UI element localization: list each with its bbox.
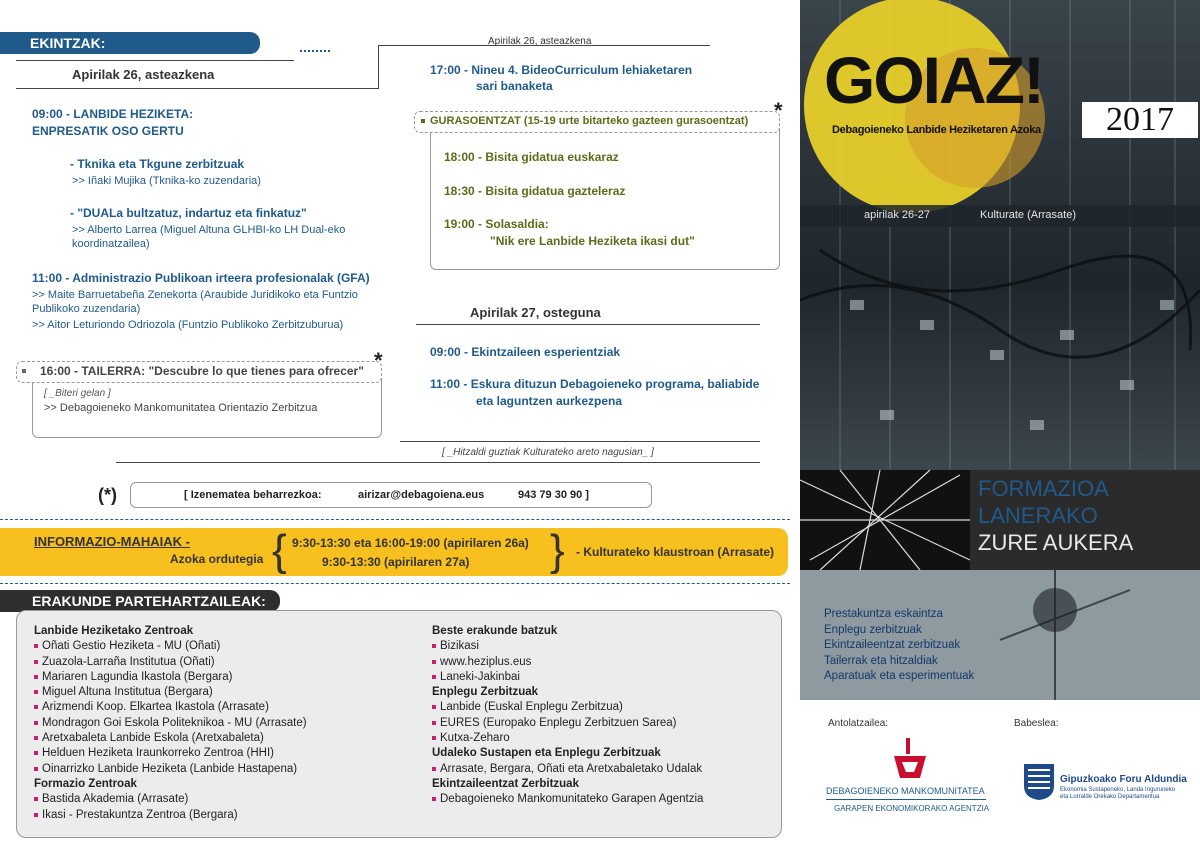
workshop-title: 16:00 - TAILERRA: "Descubre lo que tienes para ofrecer" [40, 364, 364, 378]
cover-image [800, 0, 1200, 700]
bullet-icon [421, 119, 425, 123]
bullet-icon [432, 675, 436, 679]
venue: Kulturate (Arrasate) [980, 209, 1076, 221]
organization-name: Bizikasi [440, 640, 479, 653]
session-1100-title: 11:00 - Administrazio Publikoan irteera profesionalak (GFA) [32, 271, 370, 285]
bullet-icon [34, 705, 38, 709]
mankomunitatea-agency: GARAPEN EKONOMIKORAKO AGENTZIA [834, 804, 990, 813]
logo-goiaz: GOIAZ! [824, 43, 1043, 117]
organization-item [34, 640, 414, 655]
organization-group-heading: Formazio Zentroak [34, 777, 137, 790]
organization-item [432, 793, 772, 808]
organization-item [34, 793, 414, 808]
info-subtitle: Azoka ordutegia [170, 552, 264, 566]
organization-name: Oñati Gestio Heziketa - MU (Oñati) [42, 640, 221, 653]
bullet-icon [432, 644, 436, 648]
organization-name: Miguel Altuna Institutua (Bergara) [42, 686, 213, 699]
day2-title: Apirilak 27, osteguna [470, 305, 601, 320]
session-1830: 18:30 - Bisita gidatua gazteleraz [444, 184, 626, 198]
organization-name: www.heziplus.eus [440, 655, 532, 668]
day2-session-0900: 09:00 - Ekintzaileen esperientziak [430, 345, 621, 359]
bullet-icon [34, 767, 38, 771]
organizations-header: ERAKUNDE PARTEHARTZAILEAK: [0, 590, 280, 612]
brace-left: { [272, 526, 287, 575]
session-1700-title: 17:00 - Nineu 4. BideoCurriculum lehiaketaren [430, 63, 693, 77]
organization-item [432, 732, 772, 747]
info-title: INFORMAZIO-MAHAIAK - [34, 534, 190, 549]
bullet-icon [432, 736, 436, 740]
bullet-icon [34, 644, 38, 648]
sponsors-area [800, 700, 1200, 849]
bullet-icon [432, 721, 436, 725]
organization-group-heading: Ekintzaileentzat Zerbitzuak [432, 777, 579, 790]
ekintzak-header: EKINTZAK: [0, 32, 260, 54]
organization-name: Arizmendi Koop. Elkartea Ikastola (Arrasate) [42, 701, 269, 714]
gfa-dept2: eta Lurralde Orekako Departamentua [1060, 794, 1160, 800]
service-item: Enplegu zerbitzuak [824, 623, 922, 636]
session-1700-title2: sari banaketa [476, 79, 553, 93]
session-1100-speaker2: >> Aitor Leturiondo Odriozola (Funtzio Publikoko Zerbitzuburua) [32, 319, 344, 331]
bullet-icon [34, 690, 38, 694]
info-place: - Kulturateko klaustroan (Arrasate) [576, 545, 775, 559]
organization-item [432, 671, 772, 686]
organization-name: Oinarrizko Lanbide Heziketa (Lanbide Hastapena) [42, 762, 298, 775]
dates: apirilak 26-27 [864, 209, 931, 221]
day2-session-1100b: eta laguntzen aurkezpena [476, 394, 623, 408]
session-1900-title: "Nik ere Lanbide Heziketa ikasi dut" [490, 234, 695, 248]
info-time2: 9:30-13:30 (apirilaren 27a) [322, 555, 470, 569]
gfa-name: Gipuzkoako Foru Aldundia [1060, 774, 1187, 785]
service-item: Ekintzaileentzat zerbitzuak [824, 639, 961, 651]
brace-right: } [550, 526, 565, 575]
info-time1: 9:30-13:30 eta 16:00-19:00 (apirilaren 26a) [292, 536, 529, 550]
organization-item [34, 656, 414, 671]
registration-phone: 943 79 30 90 ] [518, 489, 589, 501]
workshop-org: >> Debagoieneko Mankomunitatea Orientazio Zerbitzua [44, 402, 318, 414]
bullet-icon [34, 721, 38, 725]
year-label: 2017 [1082, 102, 1198, 138]
registration-text: [ Izenematea beharrezkoa: [184, 489, 322, 501]
organization-item [34, 686, 414, 701]
organization-name: Aretxabaleta Lanbide Eskola (Aretxabaleta) [42, 732, 264, 745]
organization-item [34, 701, 414, 716]
header-dots [300, 50, 330, 52]
organization-item [34, 717, 414, 732]
organization-name: Mondragon Goi Eskola Politeknikoa - MU (Arrasate) [42, 716, 307, 729]
session-1900: 19:00 - Solasaldia: [444, 217, 549, 231]
organization-name: Helduen Heziketa Iraunkorreko Zentroa (HHI) [42, 747, 275, 760]
organization-group-heading: Enplegu Zerbitzuak [432, 686, 539, 699]
organization-item [34, 763, 414, 778]
organization-group-heading: Beste erakunde batzuk [432, 625, 558, 637]
session-1800: 18:00 - Bisita gidatua euskaraz [444, 150, 619, 164]
tknika-speaker: >> Iñaki Mujika (Tknika-ko zuzendaria) [72, 175, 261, 187]
registration-email[interactable]: airizar@debagoiena.eus [358, 489, 485, 501]
bullet-icon [34, 675, 38, 679]
sponsor-label: Babeslea: [1014, 718, 1059, 729]
organization-name: Laneki-Jakinbai [440, 670, 520, 683]
parents-title: GURASOENTZAT (15-19 urte bitarteko gazteen gurasoentzat) [430, 115, 749, 127]
organization-item [432, 701, 772, 716]
organizations-column-1 [34, 625, 414, 824]
workshop-place: [ _Biteri gelan ] [44, 388, 111, 399]
gipuzkoa-shield-icon [1022, 762, 1056, 802]
organization-name: EURES (Europako Enplegu Zerbitzuen Sarea) [440, 716, 677, 729]
organizations-column-2 [432, 625, 772, 809]
slogan-1: FORMAZIOA [978, 476, 1109, 501]
dual-speaker2: koordinatzailea) [72, 238, 150, 250]
session-1100-speaker1: >> Maite Barruetabeña Zenekorta (Araubide Juridikoko eta Funtzio [32, 289, 358, 301]
divider [416, 324, 760, 325]
dash-divider [0, 583, 790, 584]
divider [378, 45, 379, 89]
asterisk-mark: * [774, 98, 783, 123]
organization-item [432, 717, 772, 732]
slogan-3: ZURE AUKERA [978, 530, 1134, 555]
gfa-dept1: Ekonomia Sustapeneko, Landa Inguruneko [1060, 787, 1176, 793]
dash-divider [0, 519, 790, 520]
divider [116, 462, 760, 463]
bullet-icon [432, 767, 436, 771]
organization-name: Zuazola-Larraña Institutua (Oñati) [42, 655, 215, 668]
divider [400, 441, 760, 442]
organization-group-heading: Lanbide Heziketako Zentroak [34, 625, 194, 637]
fair-name: Debagoieneko Lanbide Heziketaren Azoka [832, 124, 1041, 136]
mankomunitatea-logo-icon [890, 738, 930, 784]
bullet-icon [34, 736, 38, 740]
bullet-icon [432, 660, 436, 664]
organization-item [34, 809, 414, 824]
organization-item [34, 671, 414, 686]
dual-speaker: >> Alberto Larrea (Miguel Altuna GLHBI-ko LH Dual-eko [72, 224, 346, 236]
tknika-title: - Tknika eta Tkgune zerbitzuak [70, 157, 245, 171]
organization-name: Arrasate, Bergara, Oñati eta Aretxabaletako Udalak [440, 762, 703, 775]
day1-small-title: Apirilak 26, asteazkena [488, 36, 592, 47]
day2-session-1100: 11:00 - Eskura dituzun Debagoieneko programa, baliabide [430, 377, 760, 391]
bullet-icon [432, 705, 436, 709]
organization-name: Ikasi - Prestakuntza Zentroa (Bergara) [42, 808, 238, 821]
session-0900-title: 09:00 - LANBIDE HEZIKETA: [32, 107, 194, 121]
organization-name: Bastida Akademia (Arrasate) [42, 793, 189, 806]
services-list [824, 608, 974, 686]
organization-group-heading: Udaleko Sustapen eta Enplegu Zerbitzuak [432, 747, 661, 760]
bullet-icon [22, 369, 26, 373]
divider [16, 88, 378, 89]
organization-name: Mariaren Lagundia Ikastola (Bergara) [42, 670, 233, 683]
session-1100-speaker1b: Publikoko zuzendaria) [32, 303, 141, 315]
organizer-label: Antolatzailea: [828, 718, 889, 729]
slogan-2: LANERAKO [978, 503, 1098, 528]
organization-name: Debagoieneko Mankomunitateko Garapen Agentzia [440, 793, 704, 806]
bullet-icon [34, 660, 38, 664]
organization-item [432, 640, 772, 655]
organization-item [34, 747, 414, 762]
organization-item [34, 732, 414, 747]
asterisk-mark: * [374, 348, 383, 373]
bullet-icon [34, 797, 38, 801]
logo-rule [826, 799, 986, 800]
organization-name: Kutxa-Zeharo [440, 732, 510, 745]
mankomunitatea-name: DEBAGOIENEKO MANKOMUNITATEA [826, 786, 985, 796]
organization-name: Lanbide (Euskal Enplegu Zerbitzua) [440, 701, 623, 714]
bullet-icon [34, 751, 38, 755]
divider [16, 60, 294, 61]
venue-note: [ _Hitzaldi guztiak Kulturateko areto nagusian_ ] [442, 447, 654, 458]
service-item: Aparatuak eta esperimentuak [824, 670, 975, 682]
organization-item [432, 656, 772, 671]
bullet-icon [34, 813, 38, 817]
session-0900-title2: ENPRESATIK OSO GERTU [32, 124, 184, 138]
service-item: Tailerrak eta hitzaldiak [824, 654, 938, 667]
day1-title: Apirilak 26, asteazkena [72, 67, 215, 82]
registration-mark: (*) [98, 485, 117, 505]
bullet-icon [432, 797, 436, 801]
organization-item [432, 763, 772, 778]
dual-title: - "DUALa bultzatuz, indartuz eta finkatuz" [70, 206, 307, 220]
service-item: Prestakuntza eskaintza [824, 608, 943, 620]
